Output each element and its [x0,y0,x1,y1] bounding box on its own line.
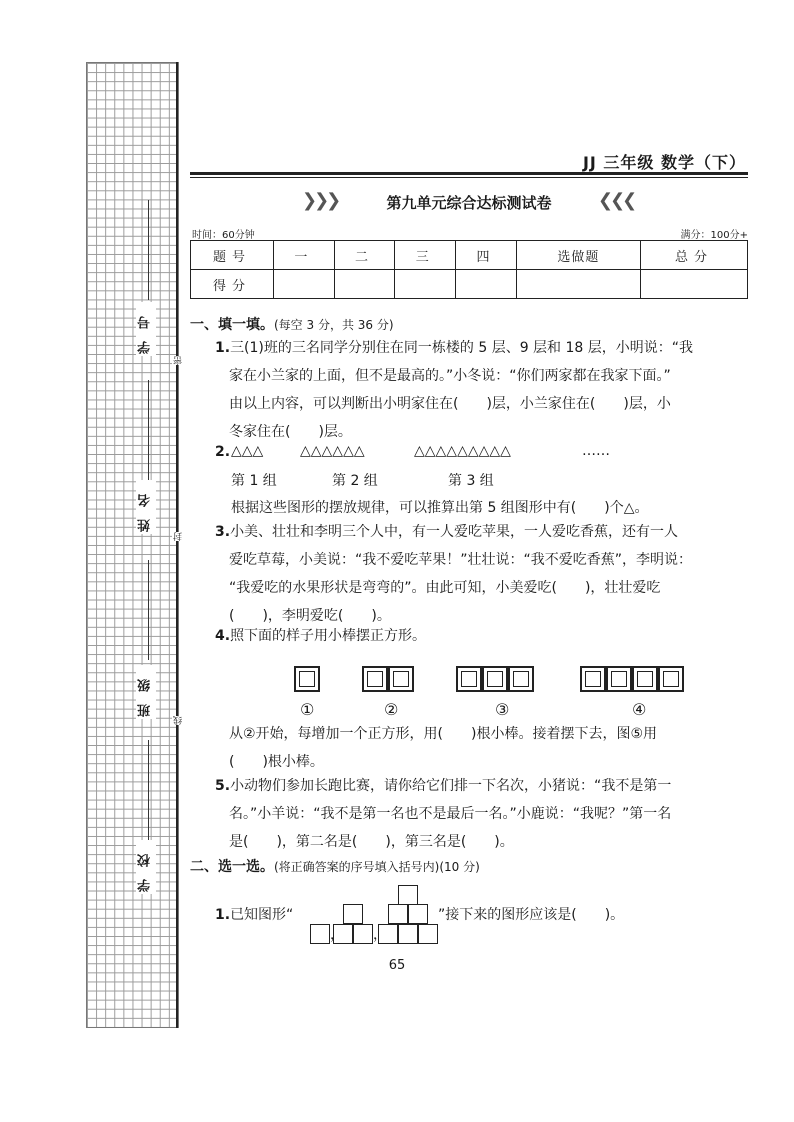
score-table-header-row [191,241,748,270]
section-2-heading [190,856,480,876]
question-5 [215,772,750,856]
stick-square [606,666,632,692]
figure-label-2: ② [384,700,399,719]
question-text-line: 小动物们参加长跑比赛，请你给它们排一下名次，小猪说：“我不是第一 [230,778,672,794]
stick-square [294,666,320,692]
triangle-group-1: △△△ [231,443,264,459]
figure-comma: ， [330,927,344,943]
exam-title: 第九单元综合达标测试卷 [386,194,552,212]
cut-mark-feng: 封 [174,532,184,541]
name-blank [148,380,149,480]
stick-square [456,666,482,692]
question-text-line: 冬家住在( )层。 [229,424,352,440]
question-text-pre: 已知图形“ [230,907,294,923]
binding-grid [86,62,179,1028]
question-text-line: 家在小兰家的上面，但不是最高的。”小冬说：“你们两家都在我家下面。” [229,368,671,384]
school-label: 学校 [136,840,156,894]
stick-square [388,666,414,692]
series-title: JJ 三年级 数学（下） [582,153,746,172]
score-cell[interactable] [456,270,517,299]
question-6 [215,904,293,924]
score-row-label: 得分 [191,270,274,299]
question-number: 3. [215,524,231,540]
score-cell[interactable] [334,270,395,299]
question-3 [215,518,750,630]
question-text-line: 三(1)班的三名同学分别住在同一栋楼的 5 层、9 层和 18 层，小明说：“我 [230,340,694,356]
block [398,885,418,905]
question-4 [215,622,750,650]
score-header-cell: 一 [274,241,335,270]
stick-square [632,666,658,692]
score-header-cell: 题号 [191,241,274,270]
question-text-line: 名。”小羊说：“我不是第一名也不是最后一名。”小鹿说：“我呢？”第一名 [229,806,672,822]
question-text-line: ( )根小棒。 [229,754,324,770]
section-2-label: 二、选一选。 [190,859,274,875]
question-text-line: 由以上内容，可以判断出小明家住在( )层，小兰家住在( )层，小 [229,396,671,412]
cut-mark-xian: 线 [174,716,184,725]
block [343,904,363,924]
triangle-group-3: △△△△△△△△△ [414,443,511,459]
school-blank [148,740,149,840]
block [388,904,408,924]
full-score: 满分：100分+ [680,230,748,241]
block [418,924,438,944]
question-number: 2. [215,444,231,460]
question-text-line: 是( )，第二名是( )，第三名是( )。 [229,834,514,850]
score-header-cell: 四 [456,241,517,270]
triangle-group-2: △△△△△△ [300,443,365,459]
block [408,904,428,924]
block [333,924,353,944]
section-1-label: 一、填一填。 [190,317,274,333]
figure-comma: ， [373,927,387,943]
question-text-post: ”接下来的图形应该是( )。 [438,907,625,923]
page-number: 65 [388,958,406,973]
stick-square [508,666,534,692]
ellipsis: …… [582,443,610,459]
score-cell[interactable] [516,270,640,299]
score-cell[interactable] [395,270,456,299]
score-header-cell: 二 [334,241,395,270]
block [353,924,373,944]
block [378,924,398,944]
question-number: 5. [215,778,231,794]
score-cell[interactable] [641,270,748,299]
score-header-cell: 选做题 [516,241,640,270]
group-label-1: 第 1 组 [231,473,277,489]
id-label: 学号 [136,302,156,356]
question-text-line: “我爱吃的水果形状是弯弯的”。由此可知，小美爱吃( )，壮壮爱吃 [229,580,661,596]
question-text-line: 小美、壮壮和李明三个人中，有一人爱吃苹果，一人爱吃香蕉，还有一人 [230,524,679,540]
question-4-text [229,720,749,776]
class-label: 班级 [136,665,156,719]
figure-label-4: ④ [632,700,647,719]
score-header-cell: 总分 [641,241,748,270]
question-number: 1. [215,907,231,923]
stick-square [658,666,684,692]
stick-square [580,666,606,692]
question-text-line: ( )，李明爱吃( )。 [229,608,391,624]
binding-line [176,62,178,1028]
question-text-line: 从②开始，每增加一个正方形，用( )根小棒。接着摆下去，图⑤用 [229,726,658,742]
question-number: 4. [215,628,231,644]
group-label-2: 第 2 组 [332,473,378,489]
score-cell[interactable] [274,270,335,299]
figure-label-3: ③ [495,700,510,719]
score-header-cell: 三 [395,241,456,270]
id-blank [148,200,149,300]
left-arrows-icon: ❯❯❯ [302,190,339,211]
score-table-score-row [191,270,748,299]
block [310,924,330,944]
score-table [190,240,748,299]
header-rule-thin [190,177,748,178]
time-limit: 时间：60分钟 [192,230,255,241]
question-text-line: 照下面的样子用小棒摆正方形。 [230,628,427,644]
section-1-heading [190,314,394,334]
stick-square [482,666,508,692]
question-text-line: 根据这些图形的摆放规律，可以推算出第 5 组图形中有( )个△。 [231,500,649,516]
name-label: 姓名 [136,480,156,534]
right-arrows-icon: ❮❮❮ [598,190,635,211]
stick-square [362,666,388,692]
question-number: 1. [215,340,231,356]
group-label-3: 第 3 组 [448,473,494,489]
section-2-note: (将正确答案的序号填入括号内)(10 分) [274,860,480,874]
cut-mark-mi: 密 [174,356,184,365]
header-rule [190,172,748,175]
question-text-line: 爱吃草莓，小美说：“我不爱吃苹果！”壮壮说：“我不爱吃香蕉”，李明说： [229,552,693,568]
class-blank [148,560,149,660]
block [398,924,418,944]
question-1 [215,334,750,446]
figure-label-1: ① [300,700,315,719]
section-1-note: (每空 3 分，共 36 分) [274,318,394,332]
